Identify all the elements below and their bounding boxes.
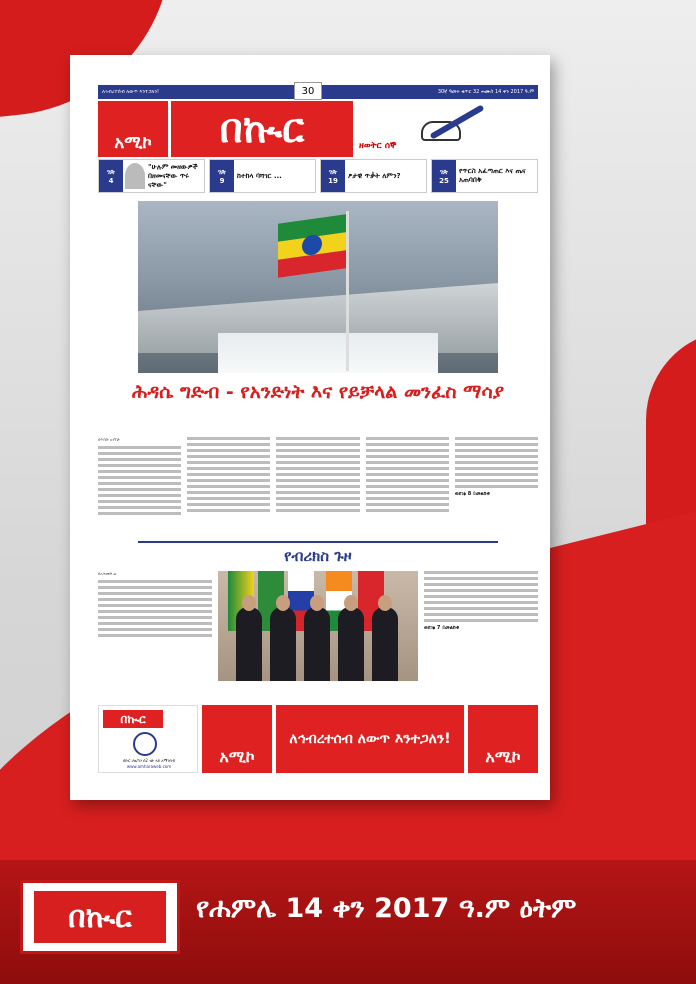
- teaser-item: [431, 159, 538, 193]
- cover-content: [98, 83, 538, 773]
- text-column: [455, 437, 538, 535]
- teaser-row: [98, 159, 538, 193]
- ad-url: www.amharaweb.com: [126, 764, 172, 769]
- ethiopian-flag-icon: [278, 214, 346, 278]
- banner-logo: [20, 880, 180, 954]
- teaser-text: የጥርስ አፈጣጠር እና ጤና አጠባበቅ: [459, 167, 526, 184]
- pen-writing-icon: [413, 101, 538, 157]
- teaser-text: ፆታዊ ጥቃት ለምን?: [348, 171, 401, 180]
- ad-amico-logo-right: አሚኮ: [468, 705, 538, 773]
- section-divider: [138, 541, 498, 543]
- person-figure: [270, 607, 296, 681]
- teaser-page: ገጽ 25: [432, 160, 456, 192]
- ad-slogan: ለኅብረተሰብ ለውጥ እንተጋለን!: [276, 705, 464, 773]
- teaser-item: [209, 159, 316, 193]
- top-strip-issue: 30ኛ ዓመት ቁጥር 32 ሐሙስ 14 ቀን 2017 ዓ.ም: [437, 89, 534, 95]
- magazine-cover: [70, 55, 550, 800]
- brics-headline: የብሪክስ ጉዞ: [284, 547, 352, 565]
- brics-leaders-photo: [218, 571, 418, 681]
- article-columns: [98, 437, 538, 535]
- teaser-item: [320, 159, 427, 193]
- dam-photo: [138, 201, 498, 373]
- teaser-page: ገጽ 19: [321, 160, 345, 192]
- continued-note: ወደገፅ 7 ይመልከቱ: [424, 625, 459, 631]
- article-byline: በአሕመድ ሬ: [98, 571, 117, 576]
- person-figure: [338, 607, 364, 681]
- brics-section: [98, 571, 538, 701]
- teaser-text: "ሁሉም መዘውዎች በዘመናቸው ጥሩ ናቸው": [148, 162, 198, 189]
- banner-logo-text: በኲር: [34, 891, 166, 943]
- person-figure: [372, 607, 398, 681]
- water-spill: [218, 333, 438, 373]
- masthead: [98, 101, 538, 157]
- flag-pole: [346, 211, 349, 371]
- globe-icon: [133, 732, 157, 756]
- person-figure: [236, 607, 262, 681]
- portrait-thumbnail: [125, 163, 145, 189]
- main-headline: ሕዳሴ ግድብ - የአንድነት እና የይቻላል መንፈስ ማሳያ: [131, 381, 505, 403]
- text-column: [187, 437, 270, 535]
- ad-amico-logo: አሚኮ: [202, 705, 272, 773]
- teaser-text: ከተከላ ባሻገር ...: [237, 171, 282, 180]
- masthead-title: በኲር: [168, 101, 353, 157]
- teaser-page: ገጽ 9: [210, 160, 234, 192]
- ad-info-box: [98, 705, 198, 773]
- teaser-page: ገጽ 4: [99, 160, 123, 192]
- top-strip-slogan: ለኅብረተሰብ ለውጥ እንተጋለን!: [102, 89, 159, 95]
- page-number: 30: [294, 82, 322, 100]
- issue-date: የሐምሌ 14 ቀን 2017 ዓ.ም ዕትም: [196, 893, 577, 924]
- masthead-amico: አሚኮ: [98, 101, 168, 157]
- ad-info-text: በኩር ጋዜጣን በ2 ገጽ ላይ ለማንበብ: [122, 758, 176, 763]
- bottom-ad: [98, 705, 538, 773]
- text-column: [424, 571, 538, 701]
- ad-logo: በኲር: [103, 710, 163, 728]
- text-column: [276, 437, 359, 535]
- text-column: [98, 437, 181, 535]
- text-column: [98, 571, 212, 701]
- text-column: [366, 437, 449, 535]
- continued-note: ወደገፅ 8 ይመልከቱ: [454, 491, 490, 497]
- teaser-item: [98, 159, 205, 193]
- masthead-subtitle: ዘወትር ሰኞ: [353, 101, 413, 157]
- person-figure: [304, 607, 330, 681]
- article-byline: በጥበቡ አገኘሁ: [98, 437, 120, 442]
